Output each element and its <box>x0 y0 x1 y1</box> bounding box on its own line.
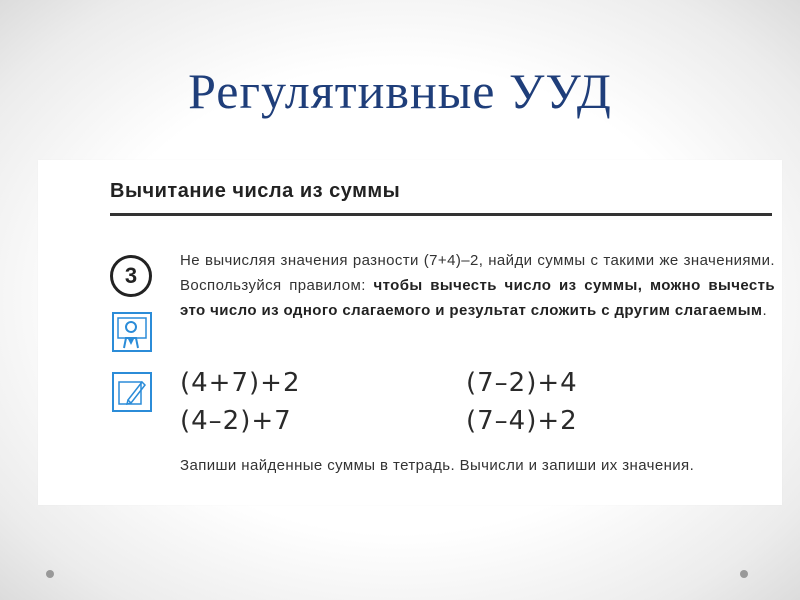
expression-3: (4–2)+7 <box>180 406 292 436</box>
expression-4: (7–4)+2 <box>466 406 578 436</box>
exercise-heading: Вычитание числа из суммы <box>110 180 401 202</box>
footer-instruction: Запиши найденные суммы в тетрадь. Вычисли и запиши их значения. <box>180 457 695 474</box>
exercise-panel <box>38 160 782 505</box>
pencil-icon <box>112 372 152 412</box>
person-at-board-icon <box>112 312 152 352</box>
slide-title: Регулятивные УУД <box>188 63 612 119</box>
heading-divider <box>110 213 772 216</box>
corner-dot-left <box>46 570 54 578</box>
task-rule-end: . <box>762 302 768 319</box>
task-rule: чтобы вычесть число из суммы, можно вычесть это число из одного слагаемого и результат сложить с другим слагаемым <box>180 277 775 319</box>
corner-dot-right <box>740 570 748 578</box>
task-intro: Не вычисляя значения разности (7+4)–2, найди суммы с такими же значениями. Воспользуйся правилом: <box>180 252 775 294</box>
task-text <box>180 248 775 323</box>
exercise-number: 3 <box>110 255 152 297</box>
expression-1: (4+7)+2 <box>180 368 301 398</box>
expression-2: (7–2)+4 <box>466 368 578 398</box>
